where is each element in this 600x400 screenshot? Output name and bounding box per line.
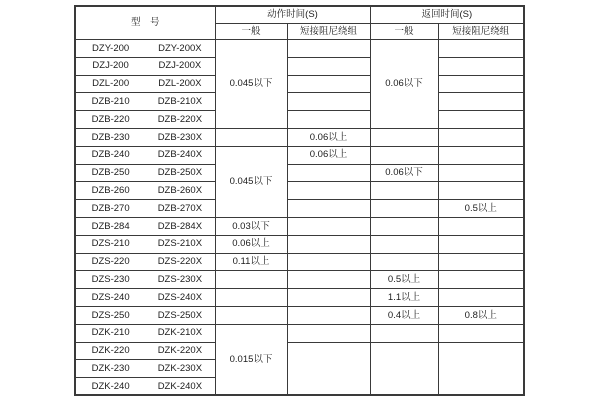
cell-return-damping: 0.5以上: [438, 200, 524, 218]
cell-action-damping: [287, 306, 370, 324]
cell-model: [75, 253, 215, 271]
cell-model: [75, 57, 215, 75]
model-name: DZB-240: [91, 149, 130, 161]
cell-return-damping: [438, 182, 524, 200]
header-model: 型 号: [75, 6, 215, 40]
model-name: DZB-210X: [157, 96, 203, 108]
cell-model: [75, 93, 215, 111]
cell-model: [75, 182, 215, 200]
cell-return-general: 1.1以上: [370, 289, 438, 307]
model-name: DZK-240: [91, 380, 130, 392]
cell-model: [75, 40, 215, 58]
cell-action-damping: [287, 289, 370, 307]
model-name: DZB-284: [91, 220, 130, 232]
cell-model: [75, 306, 215, 324]
table-row: [75, 128, 524, 146]
model-name: DZK-210X: [157, 327, 203, 339]
cell-return-damping: [438, 289, 524, 307]
cell-action-damping: [287, 111, 370, 129]
cell-action-damping: [287, 217, 370, 235]
cell-action-damping: [287, 200, 370, 218]
cell-return-damping: [438, 217, 524, 235]
table-row: [75, 289, 524, 307]
cell-action-general: [215, 128, 287, 146]
cell-action-general: [215, 289, 287, 307]
cell-return-damping: [438, 164, 524, 182]
cell-return-general: [370, 324, 438, 342]
model-name: DZK-220X: [157, 345, 203, 357]
header-action-time: 动作时间(S): [215, 6, 370, 24]
cell-return-general: 0.4以上: [370, 306, 438, 324]
cell-action-general: 0.045以下: [215, 40, 287, 129]
cell-return-general: 0.06以下: [370, 40, 438, 129]
cell-action-damping: [287, 235, 370, 253]
cell-return-damping: [438, 93, 524, 111]
table-row: [75, 342, 524, 360]
cell-action-general: 0.045以下: [215, 146, 287, 217]
cell-action-damping: [287, 271, 370, 289]
cell-model: [75, 271, 215, 289]
table-body: [75, 40, 524, 396]
model-name: DZK-230: [91, 362, 130, 374]
cell-model: [75, 289, 215, 307]
model-name: DZS-220: [91, 256, 130, 268]
table-row: [75, 306, 524, 324]
cell-model: [75, 342, 215, 360]
cell-return-damping: 0.8以上: [438, 306, 524, 324]
cell-model: [75, 378, 215, 396]
table-row: [75, 111, 524, 129]
cell-return-general: [370, 253, 438, 271]
table-row: [75, 182, 524, 200]
cell-return-general: [370, 342, 438, 395]
cell-action-damping: [287, 342, 370, 395]
cell-action-damping: [287, 75, 370, 93]
cell-return-damping: [438, 128, 524, 146]
table-header: [75, 6, 524, 40]
table-row: [75, 40, 524, 58]
model-name: DZS-250: [91, 309, 130, 321]
model-name: DZL-200X: [158, 78, 202, 90]
cell-model: [75, 111, 215, 129]
cell-action-damping: [287, 182, 370, 200]
cell-action-damping: [287, 253, 370, 271]
model-name: DZB-210: [91, 96, 130, 108]
model-name: DZB-250: [91, 167, 130, 179]
cell-model: [75, 146, 215, 164]
cell-model: [75, 164, 215, 182]
cell-return-damping: [438, 57, 524, 75]
table-row: [75, 146, 524, 164]
cell-action-general: 0.03以下: [215, 217, 287, 235]
model-name: DZS-210X: [157, 238, 203, 250]
model-name: DZB-260X: [157, 185, 203, 197]
model-name: DZJ-200X: [158, 60, 202, 72]
cell-return-general: [370, 146, 438, 164]
cell-action-damping: [287, 40, 370, 58]
table-row: [75, 235, 524, 253]
model-name: DZB-270: [91, 202, 130, 214]
cell-return-general: [370, 200, 438, 218]
model-name: DZJ-200: [92, 60, 129, 72]
header-return-general: 一般: [370, 24, 438, 40]
cell-return-general: [370, 217, 438, 235]
cell-action-general: 0.06以上: [215, 235, 287, 253]
table-row: [75, 164, 524, 182]
spec-table: [74, 5, 525, 396]
cell-return-damping: [438, 324, 524, 342]
model-name: DZY-200: [92, 42, 130, 54]
table-row: [75, 57, 524, 75]
model-name: DZB-230X: [157, 131, 203, 143]
model-name: DZS-240: [91, 291, 130, 303]
table-row: [75, 93, 524, 111]
cell-return-general: 0.5以上: [370, 271, 438, 289]
model-name: DZK-220: [91, 345, 130, 357]
cell-model: [75, 75, 215, 93]
model-name: DZB-284X: [157, 220, 203, 232]
cell-action-general: [215, 271, 287, 289]
cell-return-general: [370, 128, 438, 146]
cell-return-damping: [438, 342, 524, 395]
model-name: DZL-200: [92, 78, 130, 90]
cell-return-damping: [438, 40, 524, 58]
cell-action-damping: 0.06以上: [287, 146, 370, 164]
cell-model: [75, 324, 215, 342]
cell-return-general: [370, 235, 438, 253]
table-row: [75, 324, 524, 342]
cell-action-damping: [287, 324, 370, 342]
model-name: DZB-230: [91, 131, 130, 143]
model-name: DZB-220X: [157, 113, 203, 125]
cell-return-damping: [438, 146, 524, 164]
cell-action-general: 0.11以上: [215, 253, 287, 271]
model-name: DZS-210: [91, 238, 130, 250]
cell-return-general: 0.06以下: [370, 164, 438, 182]
model-name: DZK-210: [91, 327, 130, 339]
cell-model: [75, 200, 215, 218]
model-name: DZS-230X: [157, 274, 203, 285]
cell-action-damping: [287, 57, 370, 75]
header-action-general: 一般: [215, 24, 287, 40]
cell-return-damping: [438, 235, 524, 253]
model-name: DZS-240X: [157, 291, 203, 303]
table-row: [75, 200, 524, 218]
model-name: DZB-260: [91, 185, 130, 197]
cell-return-damping: [438, 111, 524, 129]
model-name: DZB-270X: [157, 202, 203, 214]
cell-action-damping: 0.06以上: [287, 128, 370, 146]
model-name: DZB-240X: [157, 149, 203, 161]
model-name: DZK-230X: [157, 362, 203, 374]
cell-action-general: 0.015以下: [215, 324, 287, 395]
cell-return-damping: [438, 75, 524, 93]
table-row: [75, 253, 524, 271]
table-row: [75, 271, 524, 289]
cell-return-damping: [438, 253, 524, 271]
cell-model: [75, 128, 215, 146]
cell-action-damping: [287, 164, 370, 182]
model-name: DZS-230: [91, 274, 130, 285]
header-return-damping: 短接阻尼绕组: [438, 24, 524, 40]
cell-return-damping: [438, 271, 524, 289]
cell-model: [75, 235, 215, 253]
table-row: [75, 75, 524, 93]
model-name: DZY-200X: [158, 42, 202, 54]
model-name: DZS-220X: [157, 256, 203, 268]
cell-model: [75, 360, 215, 378]
model-name: DZK-240X: [157, 380, 203, 392]
cell-action-damping: [287, 93, 370, 111]
model-name: DZS-250X: [157, 309, 203, 321]
model-name: DZB-220: [91, 113, 130, 125]
cell-action-general: [215, 306, 287, 324]
cell-model: [75, 217, 215, 235]
table-row: [75, 217, 524, 235]
cell-return-general: [370, 182, 438, 200]
header-action-damping: 短接阻尼绕组: [287, 24, 370, 40]
model-name: DZB-250X: [157, 167, 203, 179]
header-return-time: 返回时间(S): [370, 6, 524, 24]
